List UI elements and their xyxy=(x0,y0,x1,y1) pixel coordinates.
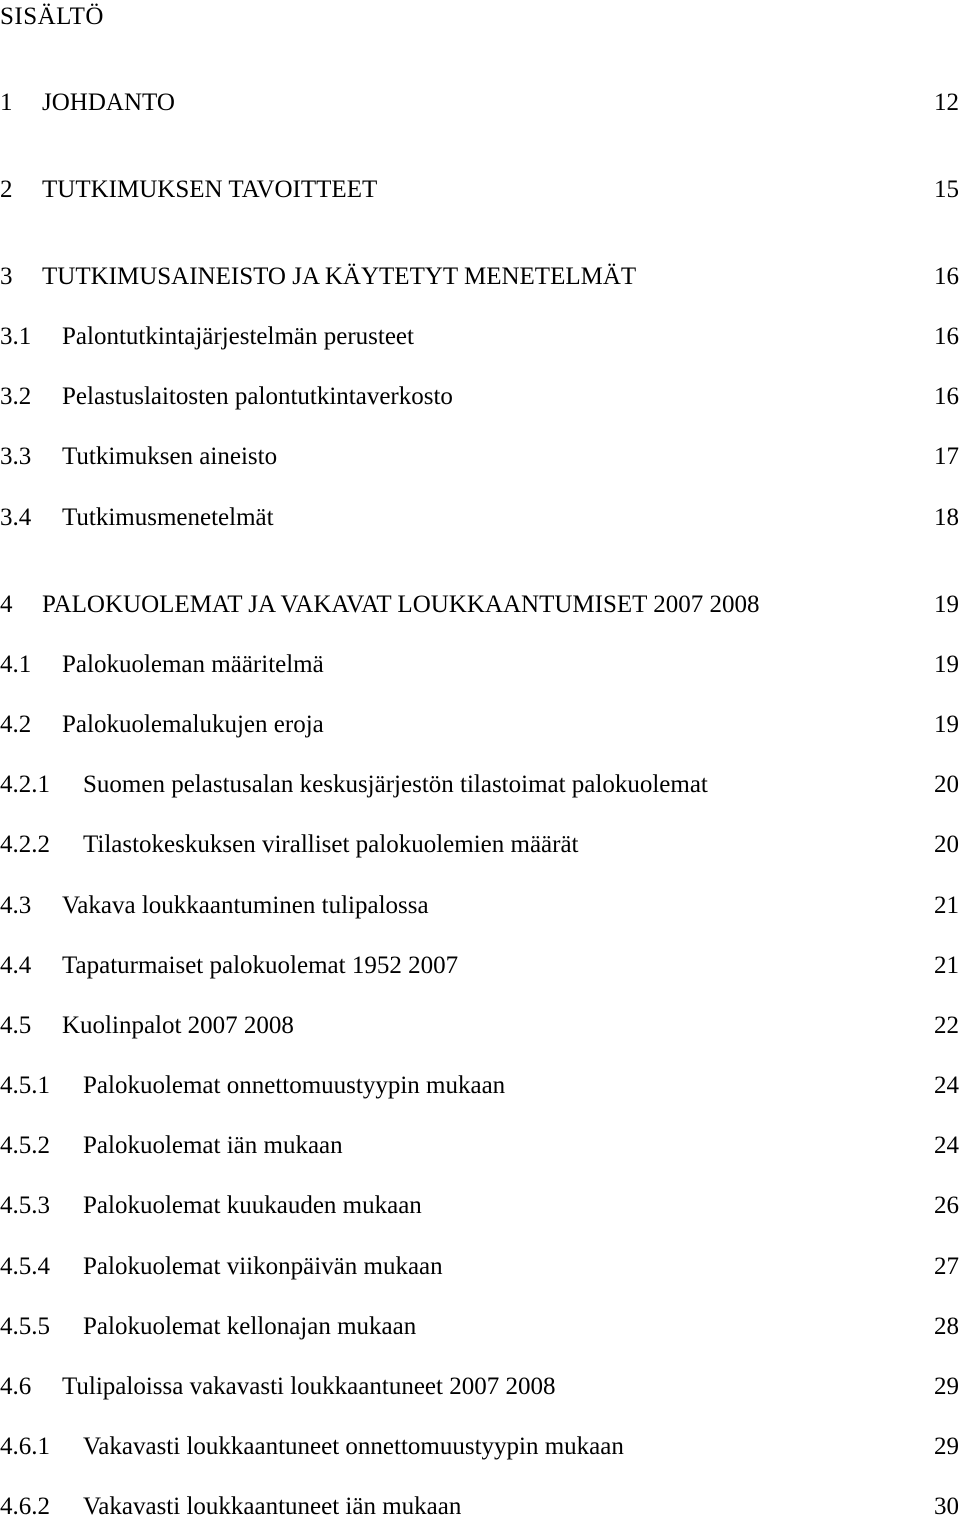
toc-entry-number: 4.5.2 xyxy=(0,1132,50,1159)
toc-entry[interactable] xyxy=(0,590,960,620)
toc-entry[interactable] xyxy=(0,710,960,740)
toc-entry-label: Palokuolemat iän mukaan xyxy=(83,1132,343,1159)
toc-entry[interactable] xyxy=(0,175,960,205)
toc-entry-number: 4.6.1 xyxy=(0,1433,50,1460)
toc-entry-number: 4.5.1 xyxy=(0,1072,50,1099)
toc-entry[interactable] xyxy=(0,1011,960,1041)
toc-entry-number: 4.6.2 xyxy=(0,1493,50,1520)
toc-entry-label: Palokuoleman määritelmä xyxy=(62,651,324,678)
toc-entry-page: 19 xyxy=(934,591,959,618)
toc-entry-number: 4.2 xyxy=(0,711,32,738)
toc-entry-page: 21 xyxy=(934,892,959,919)
toc-entry-page: 28 xyxy=(934,1313,959,1340)
toc-entry-page: 19 xyxy=(934,711,959,738)
toc-entry-label: Tulipaloissa vakavasti loukkaantuneet 2007 2008 xyxy=(62,1373,556,1400)
toc-entry-label: TUTKIMUKSEN TAVOITTEET xyxy=(42,176,378,203)
toc-entry-page: 20 xyxy=(934,831,959,858)
toc-entry[interactable] xyxy=(0,442,960,472)
toc-entry[interactable] xyxy=(0,650,960,680)
toc-entry-label: Tutkimuksen aineisto xyxy=(62,443,278,470)
toc-entry-label: Palokuolemalukujen eroja xyxy=(62,711,324,738)
toc-entry-page: 16 xyxy=(934,263,959,290)
toc-entry-page: 12 xyxy=(934,89,959,116)
toc-entry-label: Suomen pelastusalan keskusjärjestön tilastoimat palokuolemat xyxy=(83,771,708,798)
toc-entry-page: 15 xyxy=(934,176,959,203)
toc-entry-page: 26 xyxy=(934,1192,959,1219)
toc-entry-label: Palokuolemat kellonajan mukaan xyxy=(83,1313,417,1340)
toc-entry[interactable] xyxy=(0,1312,960,1342)
toc-entry-page: 27 xyxy=(934,1253,959,1280)
toc-entry-page: 24 xyxy=(934,1132,959,1159)
toc-entry-number: 4.5.3 xyxy=(0,1192,50,1219)
toc-entry-page: 24 xyxy=(934,1072,959,1099)
toc-entry[interactable] xyxy=(0,1372,960,1402)
toc-entry[interactable] xyxy=(0,1252,960,1282)
toc-entry[interactable] xyxy=(0,1131,960,1161)
toc-entry-page: 19 xyxy=(934,651,959,678)
toc-entry[interactable] xyxy=(0,1191,960,1221)
toc-entry-label: TUTKIMUSAINEISTO JA KÄYTETYT MENETELMÄT xyxy=(42,263,637,290)
toc-entry[interactable] xyxy=(0,770,960,800)
toc-entry-label: PALOKUOLEMAT JA VAKAVAT LOUKKAANTUMISET 2007 2008 xyxy=(42,591,760,618)
toc-entry-number: 4.2.2 xyxy=(0,831,50,858)
toc-entry-number: 3.2 xyxy=(0,383,32,410)
toc-entry-page: 21 xyxy=(934,952,959,979)
toc-entry-label: Tilastokeskuksen viralliset palokuolemien määrät xyxy=(83,831,579,858)
toc-entry[interactable] xyxy=(0,1432,960,1462)
toc-entry-number: 2 xyxy=(0,176,13,203)
toc-entry-page: 16 xyxy=(934,323,959,350)
toc-entry-page: 30 xyxy=(934,1493,959,1520)
toc-entry-number: 1 xyxy=(0,89,13,116)
toc-entry-page: 20 xyxy=(934,771,959,798)
toc-entry-label: Vakavasti loukkaantuneet iän mukaan xyxy=(83,1493,462,1520)
toc-entry-number: 4.1 xyxy=(0,651,32,678)
toc-entry-label: Palokuolemat onnettomuustyypin mukaan xyxy=(83,1072,506,1099)
toc-entry[interactable] xyxy=(0,891,960,921)
toc-entry-number: 3.1 xyxy=(0,323,32,350)
toc-heading: SISÄLTÖ xyxy=(0,3,104,30)
toc-entry-page: 17 xyxy=(934,443,959,470)
toc-entry-number: 4 xyxy=(0,591,13,618)
toc-entry-label: Vakava loukkaantuminen tulipalossa xyxy=(62,892,429,919)
toc-entry-page: 22 xyxy=(934,1012,959,1039)
toc-entry-label: Tutkimusmenetelmät xyxy=(62,504,274,531)
toc-entry-label: Palokuolemat viikonpäivän mukaan xyxy=(83,1253,443,1280)
toc-entry[interactable] xyxy=(0,951,960,981)
toc-entry[interactable] xyxy=(0,88,960,118)
toc-entry-number: 3.4 xyxy=(0,504,32,531)
toc-entry[interactable] xyxy=(0,322,960,352)
toc-entry[interactable] xyxy=(0,503,960,533)
toc-entry-label: JOHDANTO xyxy=(42,89,175,116)
toc-entry-number: 4.5.5 xyxy=(0,1313,50,1340)
toc-entry-page: 29 xyxy=(934,1433,959,1460)
toc-entry-page: 29 xyxy=(934,1373,959,1400)
toc-entry-number: 4.5 xyxy=(0,1012,32,1039)
toc-entry[interactable] xyxy=(0,830,960,860)
toc-entry[interactable] xyxy=(0,1071,960,1101)
toc-entry-label: Vakavasti loukkaantuneet onnettomuustyypin mukaan xyxy=(83,1433,624,1460)
toc-entry[interactable] xyxy=(0,382,960,412)
toc-entry-number: 4.5.4 xyxy=(0,1253,50,1280)
toc-entry-label: Kuolinpalot 2007 2008 xyxy=(62,1012,294,1039)
toc-entry-number: 4.3 xyxy=(0,892,32,919)
toc-entry-number: 4.2.1 xyxy=(0,771,50,798)
toc-entry-page: 18 xyxy=(934,504,959,531)
toc-entry-label: Palontutkintajärjestelmän perusteet xyxy=(62,323,414,350)
toc-entry-label: Tapaturmaiset palokuolemat 1952 2007 xyxy=(62,952,459,979)
toc-entry-number: 4.4 xyxy=(0,952,32,979)
toc-entry-number: 4.6 xyxy=(0,1373,32,1400)
toc-entry-number: 3 xyxy=(0,263,13,290)
toc-entry[interactable] xyxy=(0,262,960,292)
toc-entry-number: 3.3 xyxy=(0,443,32,470)
toc-entry-page: 16 xyxy=(934,383,959,410)
toc-entry-label: Palokuolemat kuukauden mukaan xyxy=(83,1192,422,1219)
toc-entry-label: Pelastuslaitosten palontutkintaverkosto xyxy=(62,383,453,410)
